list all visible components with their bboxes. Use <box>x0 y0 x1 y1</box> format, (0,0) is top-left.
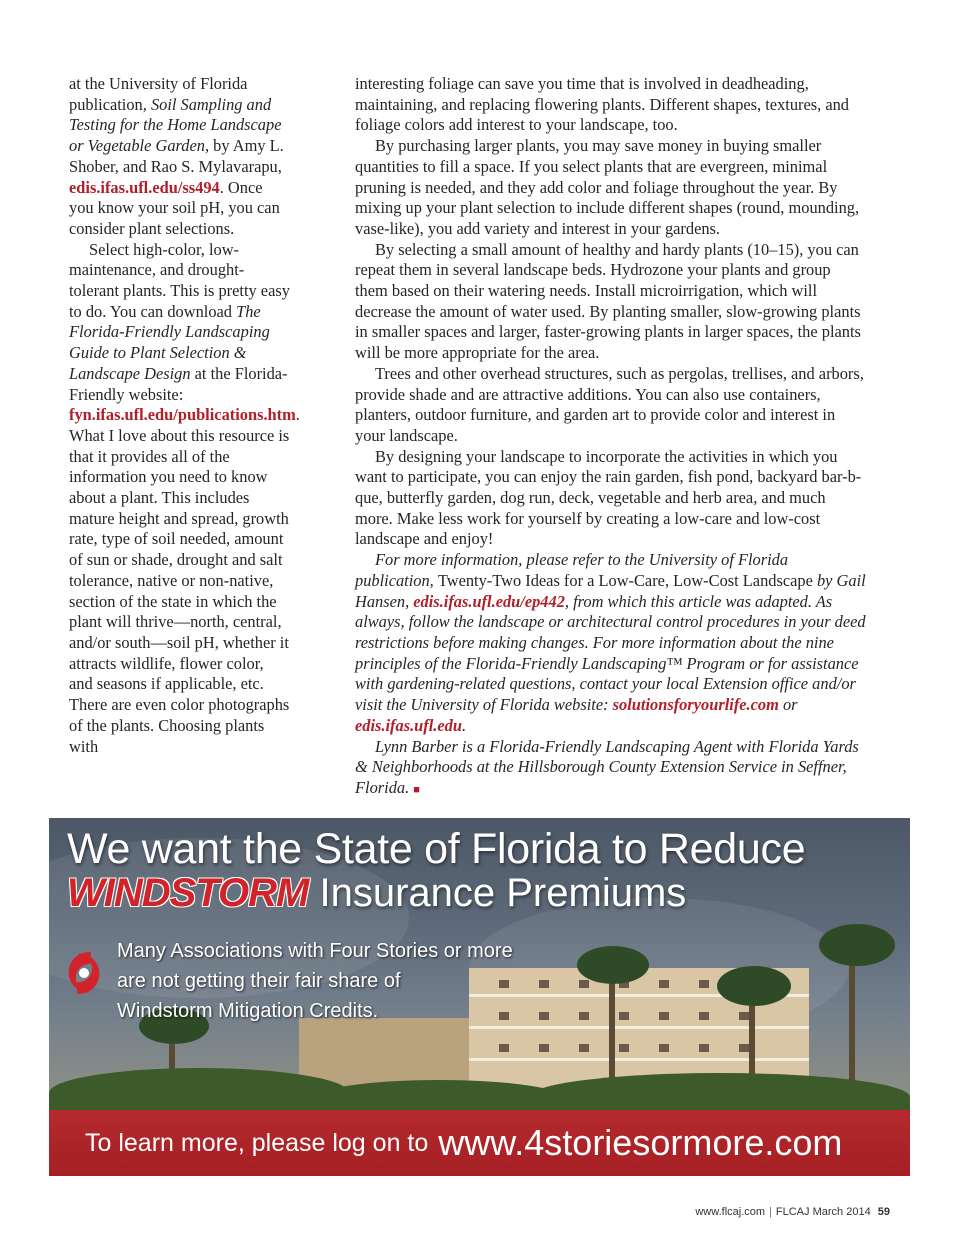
ad-body-line: Windstorm Mitigation Credits. <box>117 1000 379 1022</box>
footer-date: March 2014 <box>812 1206 871 1218</box>
windstorm-advertisement[interactable] <box>49 818 910 1176</box>
text: . Once you know your soil pH, you can consider plant selections. <box>69 177 280 238</box>
text: , from which this article was adapted. As always, follow the landscape or architectural control procedures in your deed restrictions before making changes. For more information about the nine principles of the Florida-Friendly Landscaping™ Program or for assistance with gardening-related questions, contact your local Extension office and/or visit the University of Florida website: <box>355 591 866 715</box>
window <box>539 1012 549 1020</box>
window <box>579 980 589 988</box>
left-paragraph-2 <box>69 239 300 758</box>
hurricane-icon <box>61 948 107 998</box>
ad-url-link[interactable]: www.4storiesormore.com <box>438 1122 843 1163</box>
text: Select high-color, low-maintenance, and drought-tolerant plants. This is pretty easy to do. You can download <box>69 239 290 321</box>
footer-publication: FLCAJ <box>775 1206 810 1218</box>
author-bio <box>355 737 867 801</box>
window <box>699 1044 709 1052</box>
text: by Gail Hansen, <box>355 570 866 611</box>
right-paragraph-2: By purchasing larger plants, you may save money in buying smaller quantities to fill a space. If you select plants that are evergreen, minimal pruning is needed, and they add color and foliage throughout the year. By mixing up your plant selection to include different shapes (round, mounding, vase-like), you add variety and interest in your gardens. <box>355 136 860 238</box>
more-info-paragraph <box>355 550 867 736</box>
window <box>739 1012 749 1020</box>
window <box>619 1012 629 1020</box>
left-paragraph-1 <box>69 74 291 240</box>
window <box>539 1044 549 1052</box>
text: or <box>778 695 798 715</box>
guide-title: The Florida-Friendly Landscaping Guide to Plant Selection & Landscape Design <box>69 301 270 383</box>
author-bio-text: Lynn Barber is a Florida-Friendly Landscaping Agent with Florida Yards & Neighborhoods at the Hillsborough County Extension Service in Seffner, Florida. <box>355 736 859 797</box>
window <box>499 1044 509 1052</box>
publication-title: Soil Sampling and Testing for the Home Landscape or Vegetable Garden <box>69 94 282 156</box>
text: at the Florida-Friendly website: <box>69 363 288 404</box>
text: For more information, please refer to the University of Florida publication, <box>355 550 789 590</box>
window <box>579 1044 589 1052</box>
page-footer <box>695 1206 890 1218</box>
balcony <box>469 1026 809 1029</box>
window <box>699 1012 709 1020</box>
link-ss494[interactable]: edis.ifas.ufl.edu/ss494 <box>69 177 220 197</box>
right-paragraph-1: interesting foliage can save you time that is involved in deadheading, maintaining, and replacing flowering plants. Different shapes, textures, and foliage colors add interest to your landscape, too. <box>355 74 849 135</box>
link-ep442[interactable]: edis.ifas.ufl.edu/ep442 <box>413 591 565 611</box>
right-paragraph-4: Trees and other overhead structures, such as pergolas, trellises, and arbors, provide shade and are attractive additions. You can also use containers, planters, outdoor furniture, and garden art to provide color and interest in your landscape. <box>355 363 864 445</box>
link-solutionsforyourlife[interactable]: solutionsforyourlife.com <box>612 695 779 715</box>
window <box>739 1044 749 1052</box>
publication-title: Twenty-Two Ideas for a Low-Care, Low-Cost Landscape <box>437 570 813 590</box>
text: . <box>462 715 467 735</box>
ad-body-line: Many Associations with Four Stories or more <box>117 940 513 962</box>
ad-headline: We want the State of Florida to Reduce <box>67 825 806 873</box>
right-paragraph-3: By selecting a small amount of healthy and hardy plants (10–15), you can repeat them in several landscape beds. Hydrozone your plants and group them based on their watering needs. Install microirrigation, which will decrease the amount of water used. By planting smaller, slow-growing plants in smaller spaces and larger, faster-growing plants in larger spaces, the plants will be more appropriate for the area. <box>355 239 861 363</box>
right-paragraph-5: By designing your landscape to incorporate the activities in which you want to participate, you can enjoy the rain garden, fish pond, backyard bar-b-que, butterfly garden, dog run, deck, vegetable and herb area, and much more. Make less work for yourself by creating a low-care and low-cost landscape and enjoy! <box>355 446 862 549</box>
text: , by Amy L. Shober, and Rao S. Mylavarapu, <box>69 136 284 176</box>
window <box>659 980 669 988</box>
ad-cta-text: To learn more, please log on to <box>85 1128 429 1157</box>
end-mark-icon: ■ <box>413 783 420 796</box>
palm-fronds <box>717 966 791 1006</box>
page-number: 59 <box>877 1206 890 1218</box>
window <box>579 1012 589 1020</box>
headline-rest: Insurance Premiums <box>308 871 687 915</box>
right-column <box>355 74 867 801</box>
window <box>619 1044 629 1052</box>
window <box>659 1044 669 1052</box>
left-column <box>69 74 300 757</box>
text: at the University of Florida publication, <box>69 74 248 114</box>
window <box>659 1012 669 1020</box>
window <box>539 980 549 988</box>
ad-headline-2 <box>67 870 686 916</box>
footer-separator: | <box>769 1206 772 1218</box>
footer-site-link[interactable]: www.flcaj.com <box>695 1206 766 1218</box>
balcony <box>469 1058 809 1061</box>
windstorm-word: WINDSTORM <box>67 871 309 915</box>
palm-fronds <box>577 946 649 984</box>
ad-body <box>117 936 537 1026</box>
link-edis[interactable]: edis.ifas.ufl.edu <box>355 715 462 735</box>
ad-body-line: are not getting their fair share of <box>117 970 401 992</box>
link-fyn-publications[interactable]: fyn.ifas.ufl.edu/publications.htm <box>69 405 296 425</box>
palm-fronds <box>819 924 895 966</box>
window <box>699 980 709 988</box>
text: . What I love about this resource is that it provides all of the information you need to know about a plant. This includes mature height and spread, growth rate, type of soil needed, amount of sun or shade, drought and salt tolerance, native or non-native, section of the state in which the plant will thrive—north, central, and/or south—soil pH, whether it attracts wildlife, flower color, and seasons if applicable, etc. There are even color photographs of the plants. Choosing plants with <box>69 405 300 756</box>
ad-cta-bar[interactable] <box>49 1110 910 1176</box>
